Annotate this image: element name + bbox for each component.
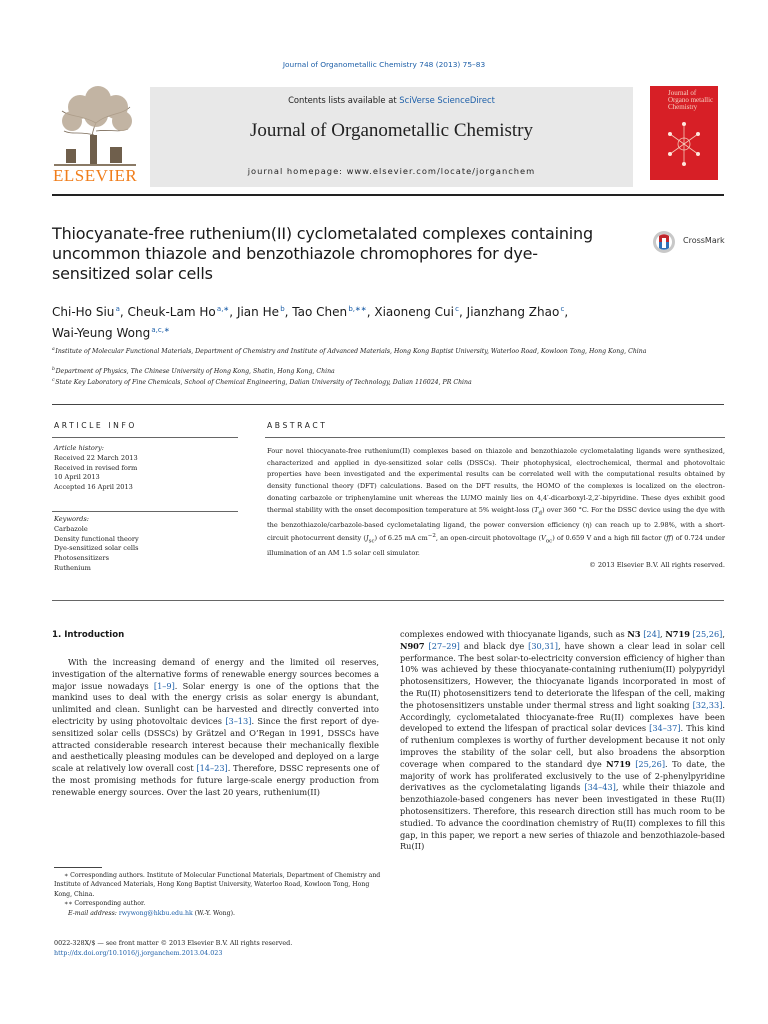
history-line: Received in revised form	[54, 463, 138, 472]
body-text: and black dye	[459, 640, 529, 651]
citation-link[interactable]: [34–37]	[649, 723, 681, 734]
author-name[interactable]: Cheuk-Lam Ho	[127, 305, 216, 319]
abstract-text: , an open-circuit photovoltage (	[435, 534, 542, 543]
citation-link[interactable]: [14–23]	[196, 763, 228, 774]
abstract-text: ) of 0.724 under illumination of an AM 1.5 solar cell simulator.	[267, 534, 725, 558]
keywords-label: Keywords:	[54, 515, 89, 523]
abstract-symbol: T	[534, 505, 539, 514]
sciencedirect-link[interactable]: SciVerse ScienceDirect	[399, 95, 495, 105]
body-text: . Since the first report of dye-sensitized solar cells (DSSCs) by Grätzel and O’Regan in 1991, DSSCs have attracted considerable research interest because their mechanically flexible and aesthetically pleasing modules can be developed and deployed on a large scale at relatively low overall cost	[52, 715, 380, 774]
affiliation-mark: a	[52, 347, 55, 352]
citation-link[interactable]: [32,33]	[692, 699, 723, 710]
email-suffix: (W.-Y. Wong).	[192, 909, 235, 917]
abstract-text: ) of 0.659 V and a high fill factor (	[552, 534, 667, 543]
author-list: Chi-Ho Siu $^a$, Cheuk-Lam Ho $^{a,∗}$, Jian He $^b$, Tao Chen $^{b,∗∗}$, Xiaoneng Cui $^c$, Jianzhang Zhao $^c$, Wai-Yeung Wong $^{a,c,∗}$	[52, 305, 569, 340]
author-affiliation-mark[interactable]: c	[455, 305, 460, 313]
contents-line	[150, 95, 633, 105]
history-line: 10 April 2013	[54, 473, 100, 482]
keyword: Density functional theory	[54, 534, 139, 543]
compound-label: N719	[606, 758, 631, 769]
history-line: Received 22 March 2013	[54, 453, 138, 462]
compound-label: N3	[627, 629, 641, 639]
history-label: Article history:	[54, 444, 104, 452]
affiliation-text: Institute of Molecular Functional Materials, Department of Chemistry and Institute of Advanced Materials, Hong Kong Baptist University, Waterloo Road, Kowloon Tong, Hong Kong, China	[55, 348, 647, 356]
abstract-text: Four novel thiocyanate-free ruthenium(II) complexes based on thiazole and benzothiazole cyclometalating ligands were synthesized, characterized and applied in dye-sensitized solar cells (DSSCs). Their photophysical, electrochemical, thermal and photovoltaic properties have been investigated and the experimental results can be correlated well with the computational results obtained by density functional theory (DFT) calculations. Based on the DFT results, the HOMO of the complexes is localized on the electron-donating carbazole or triphenylamine unit whereas the LUMO mainly lies on 4,4′-dicarboxyl-2,2′-bipyridine. These dyes exhibit good thermal stability with the onset decomposition temperature at 5% weight-loss (	[267, 447, 725, 514]
cover-title: Journal of Organo metallic Chemistry	[668, 89, 714, 111]
elsevier-wordmark: ELSEVIER	[53, 166, 138, 185]
journal-homepage[interactable]: journal homepage: www.elsevier.com/locate/jorganchem	[247, 166, 536, 176]
email-link[interactable]: rwywong@hkbu.edu.hk	[118, 909, 193, 917]
abstract-symbol: ff	[666, 534, 671, 543]
author-affiliation-mark[interactable]: a	[115, 305, 120, 313]
author-name[interactable]: Jianzhang Zhao	[466, 305, 560, 319]
doi-link[interactable]: http://dx.doi.org/10.1016/j.jorganchem.2013.04.023	[54, 949, 223, 958]
affiliation-a	[52, 345, 724, 356]
author-affiliation-mark[interactable]: c	[560, 305, 565, 313]
body-text: . Solar energy is one of the options that the mankind uses to deal with the energy crisis as solar energy is abundant, unlimited and clean. Sunlight can be harvested and directly converted into electricity by using photovoltaic devices	[52, 680, 379, 726]
contents-prefix: Contents lists available at	[288, 95, 400, 105]
article-info-rule	[52, 437, 238, 438]
affiliation-text: State Key Laboratory of Fine Chemicals, School of Chemical Engineering, Dalian University of Technology, Dalian 116024, PR China	[55, 379, 472, 387]
article-title: Thiocyanate-free ruthenium(II) cyclometalated complexes containing uncommon thiazole and benzothiazole chromophores for dye-sensitized solar cells	[52, 224, 593, 283]
abstract-symbol: J	[365, 534, 369, 543]
keyword: Photosensitizers	[54, 554, 109, 563]
citation-link[interactable]: [34–43]	[584, 782, 616, 793]
article-history	[54, 444, 234, 493]
email-label: E-mail address:	[68, 909, 117, 917]
affiliation-text: Department of Physics, The Chinese University of Hong Kong, Shatin, Hong Kong, China	[55, 368, 335, 376]
body-text: . Therefore, DSSC represents one of the most promising methods for future large-scale energy production from renewable energy sources. Over the last 20 years, ruthenium(II)	[52, 763, 379, 797]
footnote-corresponding-2: ∗∗ Corresponding author.	[64, 900, 146, 908]
body-text: . To date, the majority of work has proliferated exclusively to the use of 2-phenylpyridine derivatives as the cyclometalating ligands	[400, 758, 726, 793]
author-name[interactable]: Jian He	[236, 305, 279, 319]
affiliation-b	[52, 365, 724, 376]
header-rule	[52, 194, 724, 196]
article-info-heading: ARTICLE INFO	[54, 421, 138, 430]
body-text: , while their thiazole and benzothiazole-based congeners has never been investigated in these Ru(II) photosensitizers. Therefore, this research direction still has much room to be studied. To advance the coordination chemistry of Ru(II) complexes to fill this gap, in this paper, we report a new series of thiazole and benzothiazole-based Ru(II)	[400, 782, 726, 852]
keywords	[54, 515, 234, 574]
abstract-subscript: d	[538, 509, 543, 516]
abstract-symbol: V	[541, 534, 546, 543]
author-name[interactable]: Chi-Ho Siu	[52, 305, 115, 319]
author-affiliation-mark[interactable]: b	[280, 305, 285, 313]
author-affiliation-mark[interactable]: a,c,∗	[151, 326, 170, 334]
body-text: . This kind of ruthenium complexes is worthy of further development because it not only improves the stability of the solar cell, but also broadens the absorption coverage when compared to the standard dye	[400, 723, 725, 769]
body-text: , have shown a clear lead in solar cell performance. The best solar-to-electricity conversion efficiency of higher than 10% was achieved by these thiocyanate-containing ruthenium(II) polypyridyl photosensitizers, However, the thiocyanate ligands incorporated in most of the Ru(II) photosensitizers tend to deteriorate the lifespan of the cell, making the photosensitizers unstable under thermal stress and light soaking	[400, 640, 725, 710]
abstract-superscript: −2	[427, 533, 436, 540]
front-matter-line: 0022-328X/$ — see front matter © 2013 Elsevier B.V. All rights reserved.	[54, 939, 293, 947]
affiliation-c	[52, 376, 724, 387]
abstract-rule	[265, 437, 725, 438]
body-text: . Accordingly, cyclometalated thiocyanate-free Ru(II) complexes have been developed to extend the lifespan of practical solar devices	[400, 699, 725, 734]
author-name[interactable]: Wai-Yeung Wong	[52, 326, 151, 340]
keyword: Dye-sensitized solar cells	[54, 544, 139, 553]
keyword: Carbazole	[54, 524, 88, 533]
body-text: With the increasing demand of energy and the limited oil reserves, investigation of the alternative forms of renewable energy sources becomes a major issue nowadays	[52, 657, 379, 691]
body-column-left	[52, 657, 379, 799]
section-heading-introduction: 1. Introduction	[52, 630, 125, 640]
footnote-rule	[54, 867, 102, 868]
abstract-body	[267, 446, 725, 572]
compound-label: N719	[665, 629, 690, 639]
keywords-rule	[52, 511, 238, 512]
affiliation-mark: c	[52, 378, 55, 383]
crossmark-label[interactable]: CrossMark	[683, 236, 725, 245]
footnotes	[54, 871, 382, 918]
affiliation-rule	[52, 404, 724, 405]
body-text: complexes endowed with thiocyanate ligands, such as	[400, 629, 628, 639]
body-text: ,	[722, 629, 725, 639]
citation-link[interactable]: [25,26]	[635, 758, 666, 769]
author-affiliation-mark[interactable]: b,∗∗	[348, 305, 367, 313]
author-affiliation-mark[interactable]: a,∗	[216, 305, 230, 313]
citation-link[interactable]: [30,31]	[528, 640, 558, 651]
abstract-subscript: sc	[368, 538, 375, 545]
citation-link[interactable]: [24]	[643, 629, 661, 639]
keyword: Ruthenium	[54, 563, 91, 572]
footnote-email	[54, 909, 382, 918]
history-line: Accepted 16 April 2013	[54, 483, 133, 492]
affiliation-mark: b	[52, 367, 55, 372]
abstract-heading: ABSTRACT	[267, 421, 328, 430]
front-matter	[54, 938, 394, 959]
author-name[interactable]: Xiaoneng Cui	[374, 305, 454, 319]
journal-cover	[650, 86, 718, 180]
abstract-bottom-rule	[52, 600, 724, 601]
journal-title: Journal of Organometallic Chemistry	[249, 120, 533, 141]
copyright-notice: © 2013 Elsevier B.V. All rights reserved.	[589, 561, 725, 570]
abstract-text: ) over 360 °C. For the DSSC device using the dye with the benzothiazole/carbazole-based cyclometalating ligand, the power conversion efficiency (η) can reach up to 2.98%, with a short-circuit photocurrent density (	[267, 505, 726, 543]
cover-molecule-art	[660, 118, 708, 174]
abstract-text: ) of 6.25 mA cm	[374, 534, 428, 543]
citation-link[interactable]: [27–29]	[428, 640, 460, 651]
abstract-subscript: oc	[545, 538, 553, 545]
journal-reference[interactable]: Journal of Organometallic Chemistry 748 (2013) 75–83	[282, 60, 486, 69]
body-column-right	[400, 629, 725, 853]
body-text: ,	[660, 629, 666, 639]
author-name[interactable]: Tao Chen	[292, 305, 348, 319]
citation-link[interactable]: [3–13]	[225, 715, 252, 726]
citation-link[interactable]: [1–9]	[153, 680, 175, 691]
citation-link[interactable]: [25,26]	[692, 629, 723, 639]
footnote-corresponding: ∗ Corresponding authors. Institute of Molecular Functional Materials, Department of Chemistry and Institute of Advanced Materials, Hong Kong Baptist University, Waterloo Road, Kowloon Tong, Hong Kong, China.	[54, 872, 381, 898]
compound-label: N907	[400, 640, 425, 651]
